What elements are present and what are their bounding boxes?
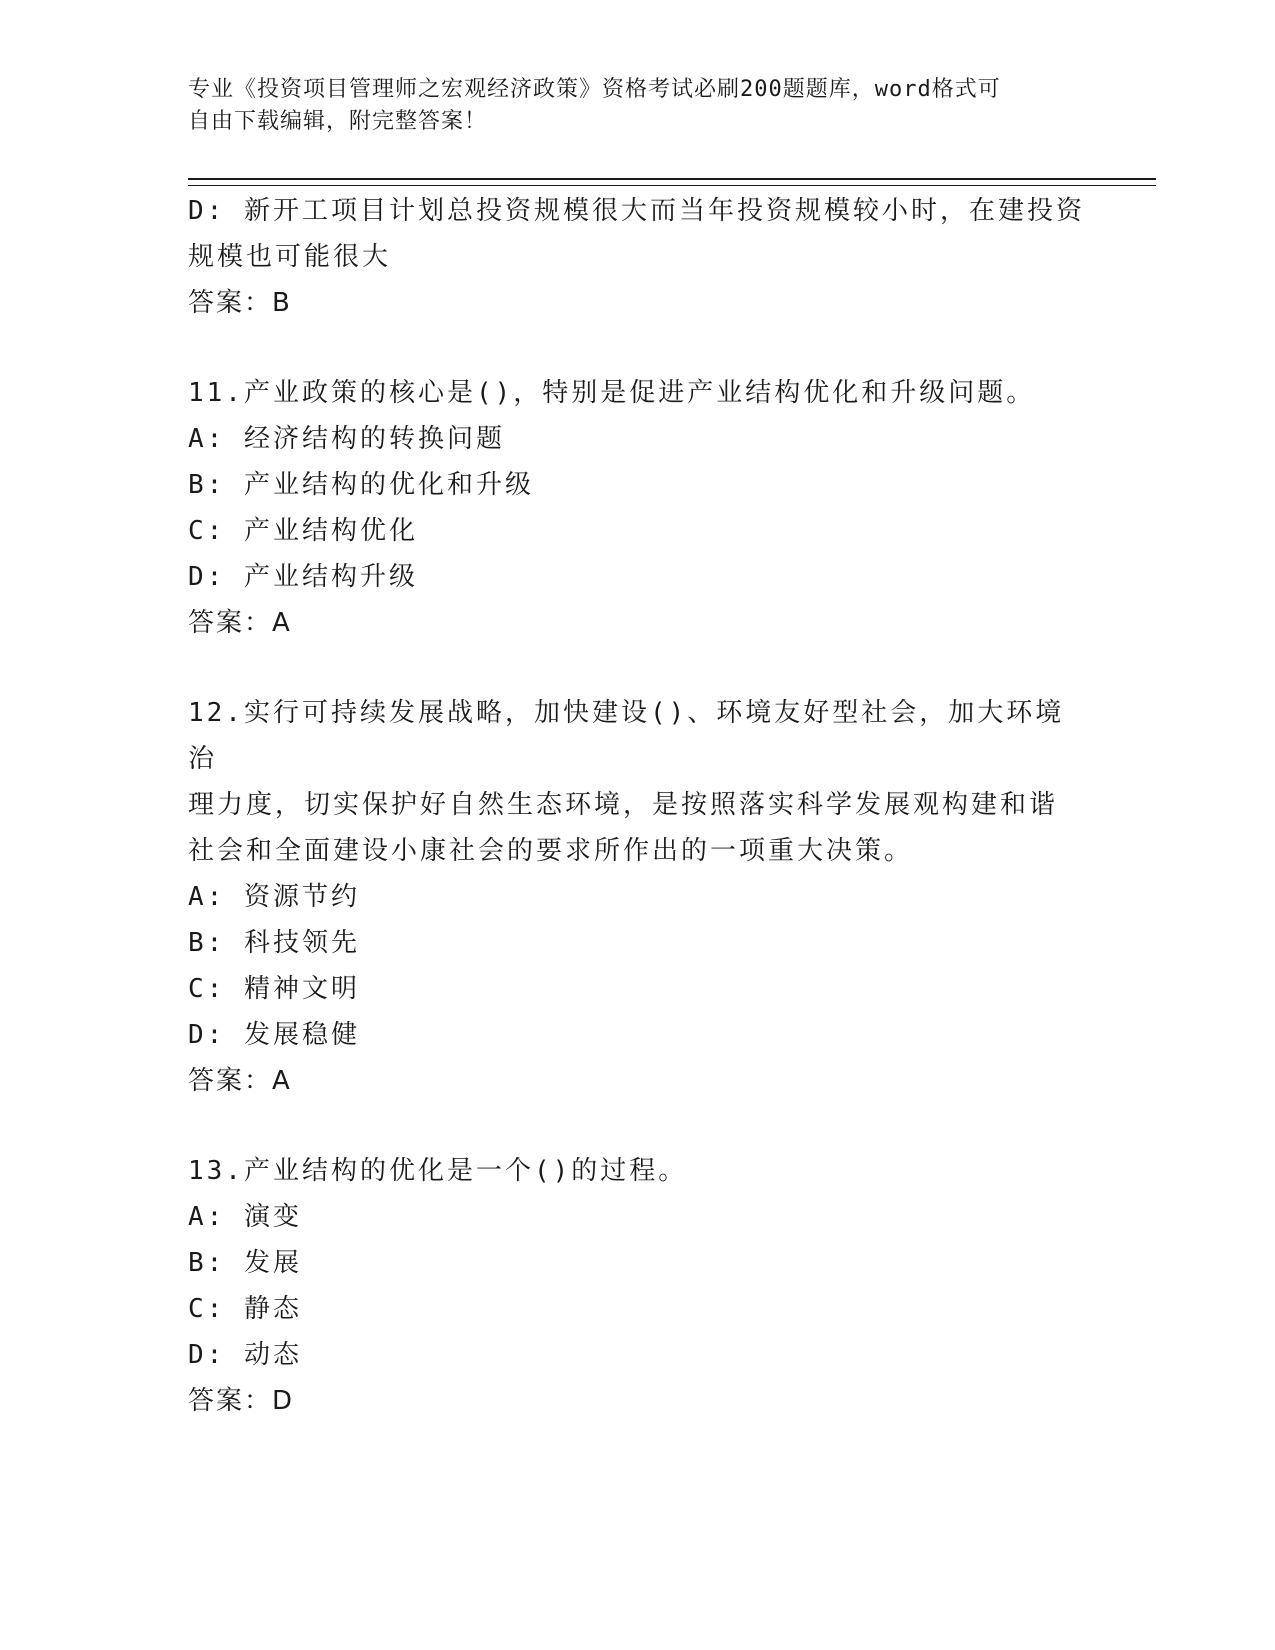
spacer (188, 326, 1088, 370)
answer-line: 答案：B (188, 288, 292, 318)
document-header (188, 74, 1088, 138)
option-a: A: 资源节约 (188, 882, 360, 912)
option-d: D: 新开工项目计划总投资规模很大而当年投资规模较小时，在建投资 (188, 196, 1085, 226)
option-d: D: 动态 (188, 1340, 302, 1370)
header-line-1: 专业《投资项目管理师之宏观经济政策》资格考试必刷200题题库，word格式可 (188, 77, 1001, 102)
question-11 (188, 370, 1088, 646)
option-c: C: 产业结构优化 (188, 516, 418, 546)
header-divider (188, 178, 1156, 186)
option-d: D: 发展稳健 (188, 1020, 360, 1050)
header-line-2: 自由下载编辑，附完整答案！ (188, 109, 488, 134)
previous-question-tail (188, 188, 1088, 326)
spacer (188, 646, 1088, 690)
option-d-continued: 规模也可能很大 (188, 242, 392, 272)
option-b: B: 产业结构的优化和升级 (188, 470, 534, 500)
question-list (188, 188, 1088, 1424)
question-12 (188, 690, 1088, 1104)
option-b: B: 发展 (188, 1248, 302, 1278)
option-a: A: 演变 (188, 1202, 302, 1232)
option-b: B: 科技领先 (188, 928, 360, 958)
option-c: C: 静态 (188, 1294, 302, 1324)
option-c: C: 精神文明 (188, 974, 360, 1004)
question-stem-line-1: 12.实行可持续发展战略，加快建设()、环境友好型社会，加大环境治 (188, 698, 1065, 774)
answer-line: 答案：D (188, 1386, 295, 1416)
question-stem-line-3: 社会和全面建设小康社会的要求所作出的一项重大决策。 (188, 836, 914, 866)
question-stem: 13.产业结构的优化是一个()的过程。 (188, 1156, 688, 1186)
question-stem: 11.产业政策的核心是()，特别是促进产业结构优化和升级问题。 (188, 378, 1036, 408)
option-a: A: 经济结构的转换问题 (188, 424, 505, 454)
question-stem-line-2: 理力度，切实保护好自然生态环境，是按照落实科学发展观构建和谐 (188, 790, 1059, 820)
answer-line: 答案：A (188, 1066, 292, 1096)
option-d: D: 产业结构升级 (188, 562, 418, 592)
answer-line: 答案：A (188, 608, 292, 638)
spacer (188, 1104, 1088, 1148)
question-13 (188, 1148, 1088, 1424)
